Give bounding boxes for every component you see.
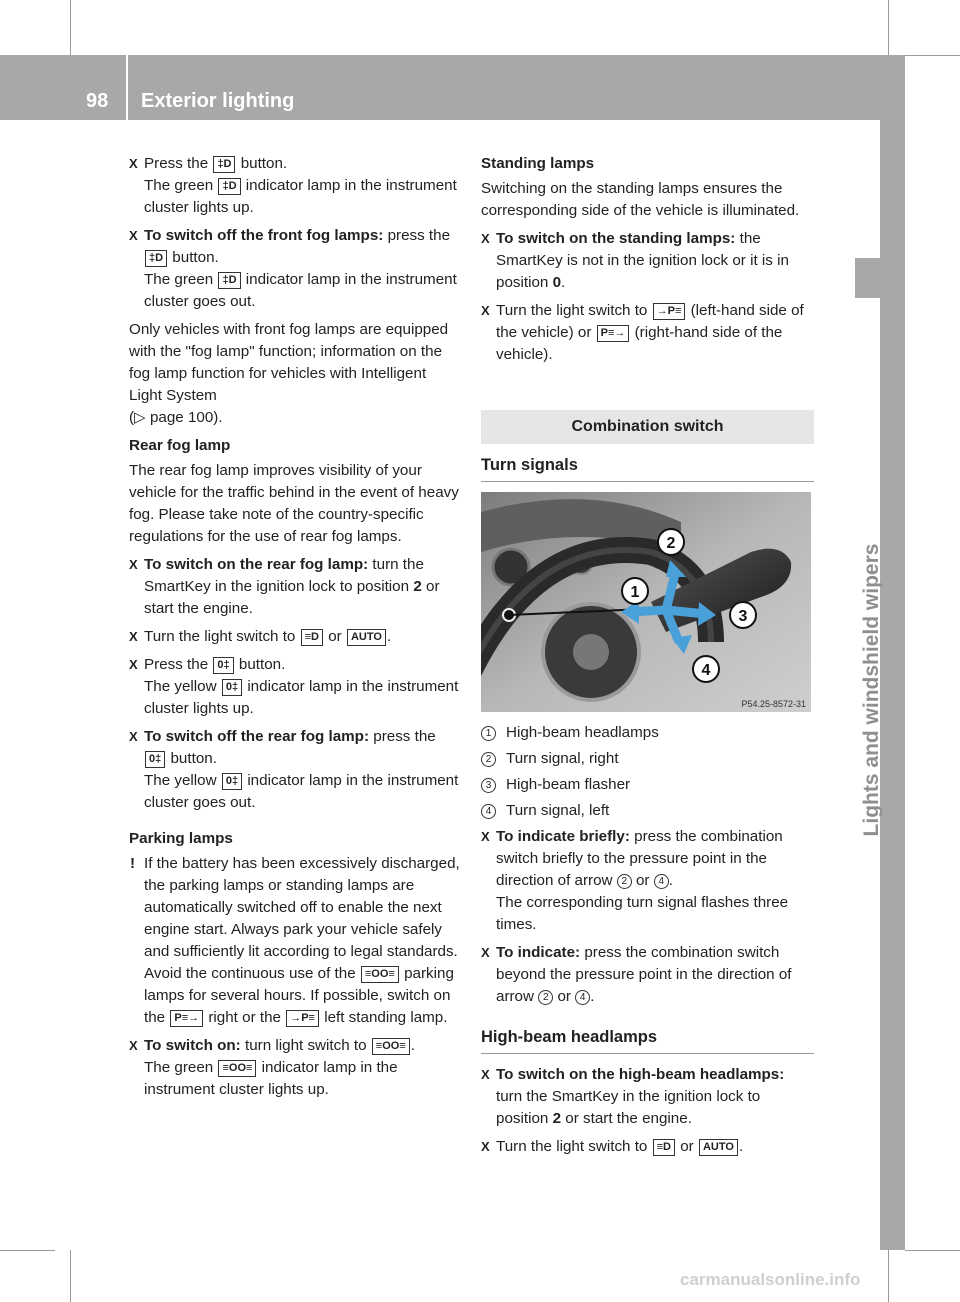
paragraph: The rear fog lamp improves visibility of your vehicle for the traffic behind in the event of heavy fog. Please take note of the country-specific regulations for the use of rear fog lamps. <box>129 462 459 545</box>
text: The corresponding turn signal flashes three times. <box>496 894 789 933</box>
footer-watermark: carmanualsonline.info <box>680 1270 861 1289</box>
text: turn the SmartKey in the ignition lock to position <box>144 556 424 595</box>
text: the SmartKey is not in the ignition lock or it is in position <box>496 230 789 291</box>
text: button. <box>240 155 288 172</box>
text: indicator lamp in the instrument cluster goes out. <box>144 772 459 811</box>
rear-fog-icon: 0‡ <box>222 679 242 696</box>
step-marker: X <box>129 629 138 644</box>
text: parking lamps for several hours. If possible, switch on the <box>144 965 454 1026</box>
instruction-step <box>129 1035 462 1101</box>
text: (right-hand side of the vehicle). <box>496 324 783 363</box>
combination-switch-photo <box>481 492 811 712</box>
front-fog-icon: ‡D <box>213 156 235 173</box>
step-marker: X <box>129 1038 138 1053</box>
figure-code: P54.25-8572-31 <box>741 699 806 709</box>
legend-item <box>481 774 814 796</box>
text: . <box>386 628 392 645</box>
instruction-step <box>129 726 462 814</box>
standing-right-icon: P≡→ <box>170 1010 203 1027</box>
paragraph <box>129 319 462 429</box>
legend-text: Turn signal, left <box>506 802 610 819</box>
text: turn light switch to <box>244 1037 367 1054</box>
position-value: 2 <box>413 578 422 595</box>
rear-fog-icon: 0‡ <box>213 657 233 674</box>
text: press the combination switch beyond the pressure point in the direction of arrow <box>496 944 792 1005</box>
instruction-step <box>481 1136 814 1158</box>
text: Turn the light switch to <box>496 1138 648 1155</box>
legend-text: High-beam flasher <box>506 776 631 793</box>
text: indicator lamp in the instrument cluster lights up. <box>144 1059 398 1098</box>
crop-mark <box>70 0 71 55</box>
text: press the <box>387 227 451 244</box>
step-title: To switch off the front fog lamps: <box>144 227 384 244</box>
step-marker: X <box>129 557 138 572</box>
text: . <box>590 988 595 1005</box>
text: indicator lamp in the instrument cluster lights up. <box>144 678 459 717</box>
side-tab-label: Lights and windshield wipers <box>860 543 883 837</box>
text: The green <box>144 1059 214 1076</box>
text: . <box>668 872 673 889</box>
instruction-step <box>129 153 462 219</box>
front-fog-icon: ‡D <box>145 250 167 267</box>
text: (left-hand side of the vehicle) or <box>496 302 804 341</box>
step-title: To switch off the rear fog lamp: <box>144 728 370 745</box>
legend-item <box>481 722 814 744</box>
text: The yellow <box>144 772 217 789</box>
right-column <box>481 153 814 1164</box>
text: Turn the light switch to <box>496 302 648 319</box>
text: . <box>410 1037 415 1054</box>
text: left standing lamp. <box>324 1009 448 1026</box>
parking-lamp-icon: ≡OO≡ <box>361 966 399 983</box>
auto-icon: AUTO <box>699 1139 738 1156</box>
step-title: To switch on the high-beam headlamps: <box>496 1066 785 1083</box>
crop-mark <box>888 0 889 55</box>
parking-lamp-icon: ≡OO≡ <box>372 1038 410 1055</box>
legend-number: 1 <box>481 726 496 741</box>
callout-3: 3 <box>738 608 748 625</box>
callout-4: 4 <box>701 662 711 679</box>
crop-mark <box>905 55 960 56</box>
text: Press the <box>144 656 209 673</box>
arrow-ref: 4 <box>575 990 590 1005</box>
subheading-parking: Parking lamps <box>129 830 233 847</box>
text: indicator lamp in the instrument cluster goes out. <box>144 271 457 310</box>
subheading-standing: Standing lamps <box>481 155 595 172</box>
standing-right-icon: P≡→ <box>597 325 630 342</box>
text: press the combination switch briefly to the pressure point in the direction of arrow <box>496 828 783 889</box>
text: or <box>328 628 342 645</box>
instruction-step <box>481 1064 814 1130</box>
parking-lamp-icon: ≡OO≡ <box>218 1060 256 1077</box>
page-reference: (▷ page 100). <box>129 409 223 426</box>
arrow-ref: 4 <box>654 874 669 889</box>
low-beam-icon: ≡D <box>653 1139 675 1156</box>
crop-mark <box>0 1250 55 1251</box>
header-divider <box>126 55 128 120</box>
text: indicator lamp in the instrument cluster lights up. <box>144 177 457 216</box>
instruction-step <box>129 626 462 648</box>
step-title: To switch on the standing lamps: <box>496 230 736 247</box>
legend-number: 4 <box>481 804 496 819</box>
front-fog-icon: ‡D <box>218 178 240 195</box>
text: or start the engine. <box>565 1110 692 1127</box>
step-marker: X <box>481 303 490 318</box>
callout-2: 2 <box>666 535 676 552</box>
instruction-step <box>129 554 462 620</box>
legend-item <box>481 748 814 770</box>
text: . <box>561 274 566 291</box>
high-beam-heading: High-beam headlamps <box>481 1026 814 1054</box>
side-tab <box>855 258 905 298</box>
header-band <box>0 55 905 120</box>
step-title: To switch on the rear fog lamp: <box>144 556 369 573</box>
legend-number: 2 <box>481 752 496 767</box>
warning-icon: ! <box>130 855 136 872</box>
text: Press the <box>144 155 209 172</box>
step-marker: X <box>481 231 490 246</box>
step-title: To indicate briefly: <box>496 828 630 845</box>
crop-mark <box>70 1250 71 1302</box>
instruction-step <box>129 225 462 313</box>
step-marker: X <box>129 729 138 744</box>
crop-mark <box>888 1250 889 1302</box>
standing-left-icon: →P≡ <box>653 303 686 320</box>
paragraph: Switching on the standing lamps ensures the corresponding side of the vehicle is illuminated. <box>481 180 800 219</box>
section-title: Exterior lighting <box>141 90 295 112</box>
crop-mark <box>905 1250 960 1251</box>
text: button. <box>238 656 286 673</box>
text: The yellow <box>144 678 217 695</box>
text: . <box>738 1138 744 1155</box>
rear-fog-icon: 0‡ <box>145 751 165 768</box>
instruction-step <box>129 654 462 720</box>
step-marker: X <box>481 945 490 960</box>
text: or <box>680 1138 694 1155</box>
instruction-step <box>481 826 814 936</box>
step-marker: X <box>129 228 138 243</box>
text: or start the engine. <box>144 578 440 617</box>
arrow-ref: 2 <box>538 990 553 1005</box>
text: turn the SmartKey in the ignition lock to position <box>496 1088 761 1127</box>
text: If the battery has been excessively discharged, the parking lamps or standing lamps are automatically switched off to enable the next engine start. Always park your vehicle safely and sufficiently lit according to legal standards. Avoid the continuous use of the <box>144 855 460 982</box>
rear-fog-icon: 0‡ <box>222 773 242 790</box>
legend-number: 3 <box>481 778 496 793</box>
standing-left-icon: →P≡ <box>286 1010 319 1027</box>
legend-text: High-beam headlamps <box>506 724 659 741</box>
legend-item <box>481 800 814 822</box>
arrow-ref: 2 <box>617 874 632 889</box>
text: or <box>635 872 650 889</box>
warning-note <box>129 853 462 1029</box>
instruction-step <box>481 228 814 294</box>
step-title: To switch on: <box>144 1037 241 1054</box>
step-title: To indicate: <box>496 944 581 961</box>
step-marker: X <box>129 657 138 672</box>
low-beam-icon: ≡D <box>301 629 323 646</box>
turn-signals-heading: Turn signals <box>481 454 814 482</box>
text: button. <box>172 249 219 266</box>
text: press the <box>373 728 436 745</box>
step-marker: X <box>481 829 490 844</box>
text: The green <box>144 177 214 194</box>
subheading-rear-fog: Rear fog lamp <box>129 437 231 454</box>
text: right or the <box>208 1009 281 1026</box>
auto-icon: AUTO <box>347 629 386 646</box>
text: Only vehicles with front fog lamps are equipped with the "fog lamp" function; information on the fog lamp function for vehicles with Intelligent Light System <box>129 321 449 404</box>
page-number: 98 <box>86 90 109 112</box>
text: Turn the light switch to <box>144 628 296 645</box>
position-value: 2 <box>552 1110 562 1127</box>
step-marker: X <box>129 156 138 171</box>
combination-switch-heading: Combination switch <box>481 410 814 444</box>
instruction-step <box>481 300 814 366</box>
text: button. <box>170 750 217 767</box>
callout-1: 1 <box>630 584 640 601</box>
step-marker: X <box>481 1067 490 1082</box>
text: The green <box>144 271 214 288</box>
step-marker: X <box>481 1139 490 1154</box>
instruction-step <box>481 942 814 1008</box>
text: or <box>557 988 571 1005</box>
legend-text: Turn signal, right <box>506 750 619 767</box>
position-value: 0 <box>552 274 562 291</box>
left-column <box>129 153 462 1107</box>
front-fog-icon: ‡D <box>218 272 240 289</box>
